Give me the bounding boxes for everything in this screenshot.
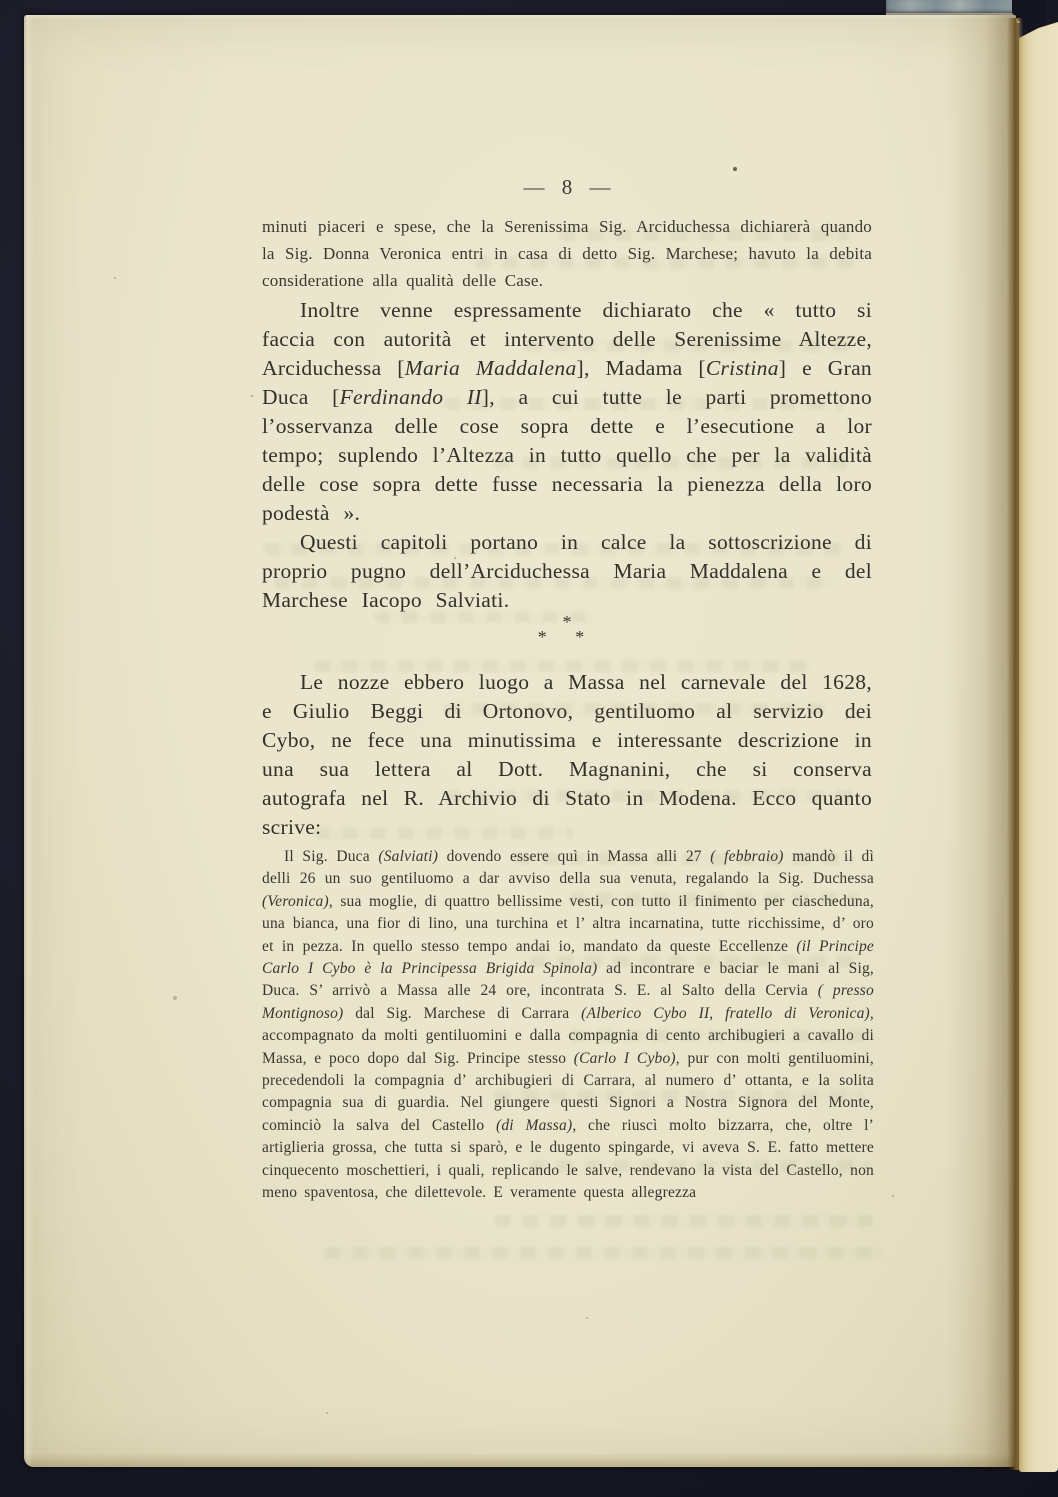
page-bottom-edge <box>24 1453 1016 1467</box>
body-text-block <box>262 296 872 615</box>
body-paragraph-signatures: Questi capitoli portano in calce la sottoscrizione di proprio pugno dell’Arciduchessa Maria Maddalena e del Marchese Iacopo Salviati. <box>262 530 872 612</box>
page-left-edge <box>24 15 34 1467</box>
book-top-edge-marbled <box>886 0 1020 14</box>
body-paragraph-wedding: Le nozze ebbero luogo a Massa nel carnevale del 1628, e Giulio Beggi di Ortonovo, gentiluomo al servizio dei Cybo, ne fece una minutissima e interessante descrizione in una sua lettera al Dott. Magnanini, che si conserva autografa nel R. Archivio di Stato in Modena. Ecco quanto scrive: <box>262 670 872 839</box>
asterism-bottom: * * <box>537 627 597 647</box>
asterism-top: * <box>562 612 572 632</box>
continuation-paragraph: minuti piaceri e spese, che la Serenissima Sig. Arciduchessa dichiarerà quando la Sig. Donna Veronica entri in casa di detto Sig. Marchese; havuto la debita consideratione alla qualità delle Case. <box>262 217 872 290</box>
facing-page-edge <box>1019 22 1058 1472</box>
page-number: — 8 — <box>523 175 611 199</box>
asterism-divider <box>262 612 872 647</box>
paper-specks <box>24 15 26 17</box>
body-paragraph-agreement: Inoltre venne espressamente dichiarato che « tutto si faccia con autorità et intervento delle Serenissime Altezze, Arciduchessa [Maria Maddalena], Madama [Cristina] e Gran Duca [Ferdinando II], a cui tutte le parti promettono l’osservanza delle cose sopra dette e l’esecutione a lor tempo; suplendo l’Altezza in tutto quello che per la validità delle cose sopra dette fusse necessaria la pienezza della loro podestà ». <box>262 298 873 525</box>
page-fold-shadow <box>946 15 1016 1467</box>
page-gutter-crease <box>1007 18 1023 1470</box>
book-page <box>24 15 1016 1467</box>
letter-quote-paragraph: Il Sig. Duca (Salviati) dovendo essere quì in Massa alli 27 ( febbraio) mandò il dì delli 26 un suo gentiluomo a dar avviso della sua venuta, regalando la Sig. Duchessa (Veronica), sua moglie, di quattro bellissime vesti, con tutto il finimento per ciascheduna, una bianca, una fior di lino, una turchina et l’ altra incarnatina, tutte ricchissime, d’ oro et in pezza. In quello stesso tempo andai io, mandato da queste Eccellenze (il Principe Carlo I Cybo è la Principessa Brigida Spinola) ad incontrare e baciar le mani al Sig, Duca. S’ arrivò a Massa alle 24 ore, incontrata S. E. al Salto della Cervia ( presso Montignoso) dal Sig. Marchese di Carrara (Alberico Cybo II, fratello di Veronica), accompagnato da molti gentiluomini e dalla compagnia di cento archibugieri a cavallo di Massa, e poco dopo dal Sig. Principe stesso (Carlo I Cybo), pur con molti gentiluomini, precedendoli la compagnia d’ archibugieri di Carrara, al numero d’ ottanta, e la solita compagnia sua di guardia. Nel giungere questi Signori a Nostra Signora del Monte, cominciò la salva del Castello (di Massa), che riuscì molto bizzarra, che, oltre l’ artiglieria grossa, che tutta si sparò, e le dugento spingarde, vi aveva S. E. fatto mettere cinquecento moschettieri, i quali, replicando le salve, rendevano la vista del Castello, non meno spaventosa, che dilettevole. E veramente questa allegrezza <box>262 848 874 1202</box>
